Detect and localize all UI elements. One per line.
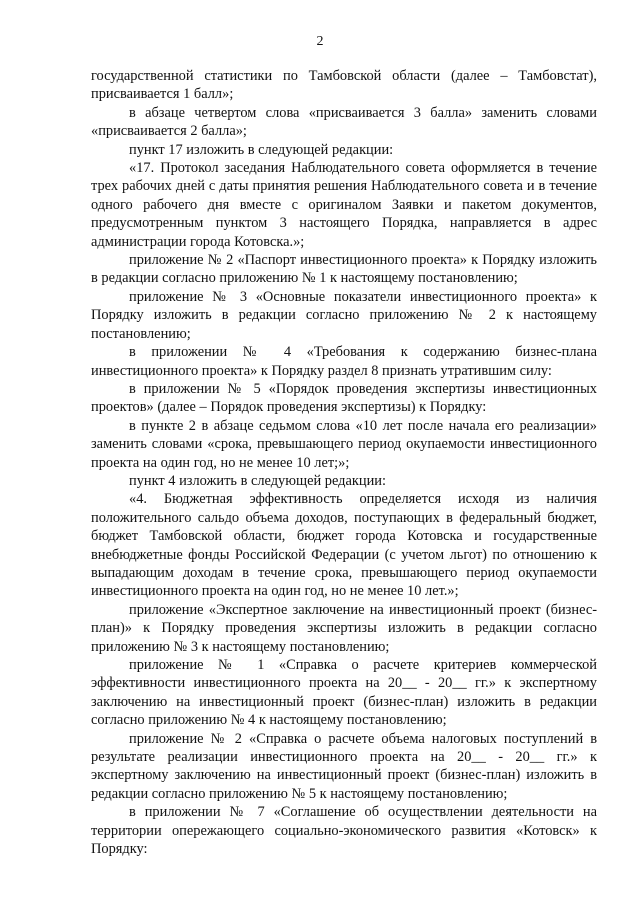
- page-number: 2: [316, 34, 324, 49]
- paragraph: приложение № 1 «Справка о расчете критериев коммерческой эффективности инвестиционного проекта на 20__ - 20__ гг.» к экспертному заключению на инвестиционный проект (бизнес-план) изложить в редакции согласно приложению № 4 к настоящему постановлению;: [91, 657, 597, 729]
- paragraph: в абзаце четвертом слова «присваивается 3 балла» заменить словами «присваивается 2 балла»;: [91, 104, 597, 140]
- paragraph: приложение № 2 «Паспорт инвестиционного проекта» к Порядку изложить в редакции согласно приложению № 1 к настоящему постановлению;: [91, 252, 597, 287]
- paragraph: в приложении № 5 «Порядок проведения экспертизы инвестиционных проектов» (далее – Порядок проведения экспертизы) к Порядку:: [91, 380, 597, 416]
- paragraph: приложение № 3 «Основные показатели инвестиционного проекта» к Порядку изложить в редакции согласно приложению № 2 к настоящему постановлению;: [91, 288, 597, 342]
- paragraph: пункт 4 изложить в следующей редакции:: [129, 472, 386, 489]
- paragraph: «17. Протокол заседания Наблюдательного совета оформляется в течение трех рабочих дней с даты принятия решения Наблюдательного совета и в течение одного рабочего дня вместе с оригиналом Заявки и пакетом документов, предусмотренным пунктом 3 настоящего Порядка, направляется в адрес администрации города Котовска.»;: [91, 160, 597, 250]
- document-body: [91, 67, 597, 858]
- paragraph: пункт 17 изложить в следующей редакции:: [129, 141, 394, 158]
- paragraph: в приложении № 7 «Соглашение об осуществлении деятельности на территории опережающего социально-экономического развития «Котовск» к Порядку:: [91, 804, 597, 858]
- paragraph: в пункте 2 в абзаце седьмом слова «10 лет после начала его реализации» заменить словами «срока, превышающего период окупаемости инвестиционного проекта на один год, но не менее 10 лет;»;: [91, 417, 597, 471]
- paragraph: государственной статистики по Тамбовской области (далее – Тамбовстат), присваивается 1 балл»;: [91, 68, 597, 103]
- paragraph: приложение № 2 «Справка о расчете объема налоговых поступлений в результате реализации инвестиционного проекта на 20__ - 20__ гг.» к экспертному заключению на инвестиционный проект (бизнес-план) изложить в редакции согласно приложению № 5 к настоящему постановлению;: [91, 730, 597, 802]
- paragraph: в приложении № 4 «Требования к содержанию бизнес-плана инвестиционного проекта» к Порядку раздел 8 признать утратившим силу:: [91, 344, 597, 379]
- paragraph: «4. Бюджетная эффективность определяется исходя из наличия положительного сальдо объема доходов, поступающих в федеральный бюджет, бюджет Тамбовской области, бюджет города Котовска и государственные внебюджетные фонды Российской Федерации (с учетом льгот) по отношению к выпадающим доходам в течение срока, превышающего период окупаемости инвестиционного проекта на один год, но не менее 10 лет.»;: [91, 491, 597, 600]
- paragraph: приложение «Экспертное заключение на инвестиционный проект (бизнес-план)» к Порядку проведения экспертизы изложить в редакции согласно приложению № 3 к настоящему постановлению;: [91, 601, 597, 655]
